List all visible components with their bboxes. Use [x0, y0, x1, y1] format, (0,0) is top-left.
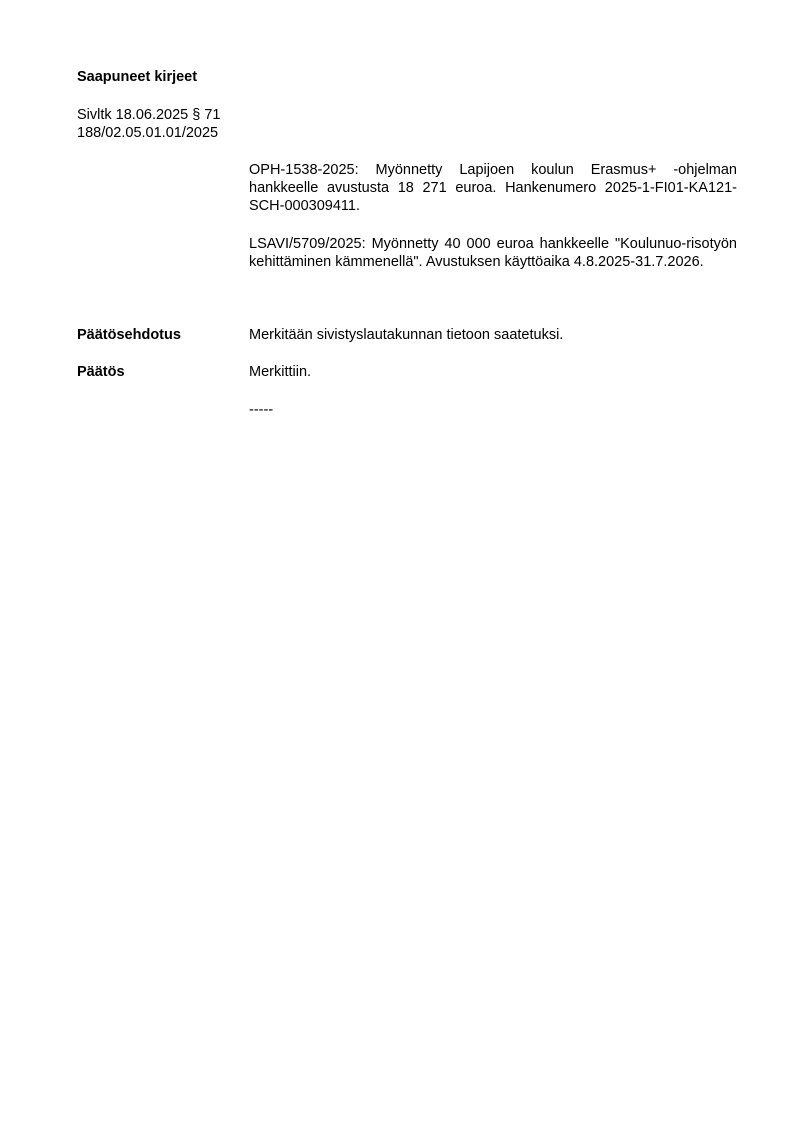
- decision-label: Päätös: [77, 364, 125, 380]
- letter-paragraph-2: LSAVI/5709/2025: Myönnetty 40 000 euroa hankkeelle "Koulunuo-risotyön kehittäminen kämmenellä". Avustuksen käyttöaika 4.8.2025-31.7.2026.: [249, 236, 737, 270]
- record-number: 188/02.05.01.01/2025: [77, 125, 219, 141]
- decision-text: Merkittiin.: [249, 364, 312, 380]
- document-heading: Saapuneet kirjeet: [77, 69, 198, 85]
- letter-paragraph-1: OPH-1538-2025: Myönnetty Lapijoen koulun Erasmus+ -ohjelman hankkeelle avustusta 18 271 euroa. Hankenumero 2025-1-FI01-KA121-SCH-000309411.: [249, 162, 737, 214]
- reference-block: [77, 106, 221, 142]
- proposal-label: Päätösehdotus: [77, 327, 181, 343]
- meeting-reference: Sivltk 18.06.2025 § 71: [77, 107, 221, 123]
- end-marker: -----: [249, 402, 274, 418]
- proposal-text: Merkitään sivistyslautakunnan tietoon saatetuksi.: [249, 327, 564, 343]
